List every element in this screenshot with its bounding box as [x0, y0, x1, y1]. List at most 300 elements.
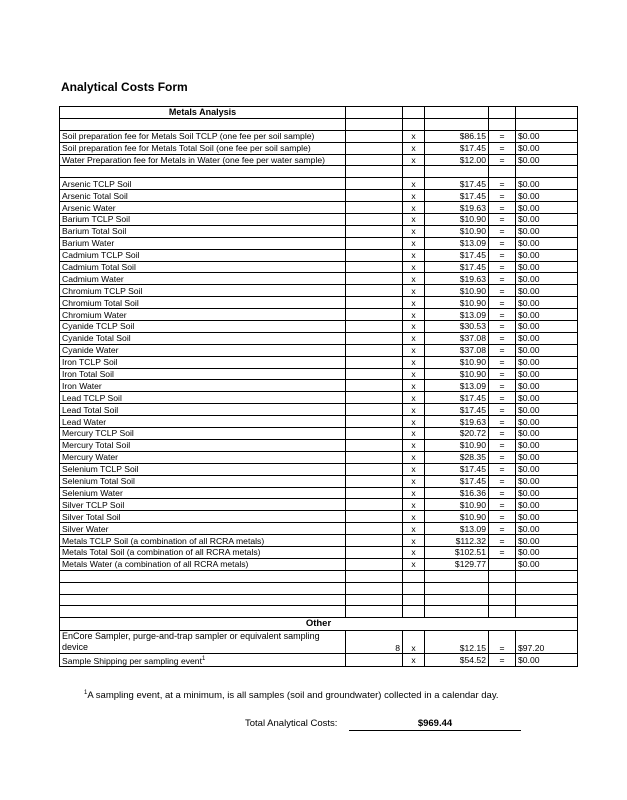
row-total [516, 321, 578, 333]
row-description [60, 404, 346, 416]
total-value: $969.44 [349, 718, 521, 731]
row-equals-sign-text: = [499, 511, 505, 522]
row-unit-price-text: $37.08 [459, 333, 486, 344]
row-quantity [346, 546, 403, 558]
row-description-text: Cyanide Water [62, 345, 119, 356]
row-equals-sign-text: = [499, 309, 505, 320]
row-description-text: Sample Shipping per sampling event [62, 656, 202, 667]
row-unit-price-text: $13.09 [459, 380, 486, 391]
row-description [60, 523, 346, 535]
row-equals-sign [489, 654, 516, 667]
metal-row [60, 404, 578, 416]
row-total-text: $0.00 [518, 416, 540, 427]
row-description [60, 535, 346, 547]
row-total [516, 439, 578, 451]
row-total-text: $0.00 [518, 309, 540, 320]
row-unit-price-text: $10.90 [459, 499, 486, 510]
row-equals-sign-text: = [499, 345, 505, 356]
row-total-text: $0.00 [518, 333, 540, 344]
row-equals-sign-text: = [499, 655, 505, 666]
row-description-text: Barium Total Soil [62, 226, 127, 237]
table-body [60, 107, 578, 667]
row-description-text: Mercury Water [62, 452, 119, 463]
blank-row [60, 606, 578, 618]
row-unit-price [425, 214, 489, 226]
blank-cell [489, 166, 516, 178]
row-multiply-sign [403, 523, 425, 535]
row-description-text: Iron Total Soil [62, 369, 114, 380]
row-equals-sign-text: = [499, 464, 505, 475]
metals-header-row [60, 107, 578, 119]
row-description [60, 558, 346, 570]
row-unit-price-text: $13.09 [459, 309, 486, 320]
row-description [60, 416, 346, 428]
row-equals-sign [489, 475, 516, 487]
metal-row [60, 356, 578, 368]
row-multiply-sign-text: x [411, 559, 416, 570]
row-description-text: Arsenic Water [62, 202, 116, 213]
row-description [60, 190, 346, 202]
blank-cell [346, 606, 403, 618]
row-description [60, 142, 346, 154]
row-total [516, 249, 578, 261]
row-multiply-sign [403, 558, 425, 570]
row-description-text: Lead Total Soil [62, 404, 119, 415]
row-unit-price-text: $13.09 [459, 238, 486, 249]
row-quantity [346, 523, 403, 535]
row-equals-sign-text: = [499, 369, 505, 380]
other-header: Other [60, 618, 578, 631]
row-equals-sign-text: = [499, 321, 505, 332]
row-multiply-sign-text: x [411, 464, 416, 475]
row-unit-price [425, 535, 489, 547]
row-description-text: Cyanide TCLP Soil [62, 321, 135, 332]
blank-cell [425, 594, 489, 606]
row-multiply-sign [403, 214, 425, 226]
metal-row [60, 463, 578, 475]
row-quantity [346, 225, 403, 237]
other-row [60, 654, 578, 667]
row-unit-price [425, 142, 489, 154]
row-unit-price [425, 202, 489, 214]
blank-cell [516, 118, 578, 130]
row-unit-price [425, 416, 489, 428]
row-multiply-sign [403, 439, 425, 451]
row-description-text: Selenium Total Soil [62, 476, 135, 487]
row-total [516, 332, 578, 344]
row-total-text: $0.00 [518, 250, 540, 261]
row-quantity [346, 475, 403, 487]
row-multiply-sign-text: x [411, 190, 416, 201]
row-multiply-sign [403, 190, 425, 202]
row-equals-sign [489, 356, 516, 368]
blank-cell [489, 606, 516, 618]
row-total [516, 654, 578, 667]
row-total [516, 261, 578, 273]
blank-cell [60, 166, 346, 178]
row-equals-sign [489, 463, 516, 475]
metals-analysis-header: Metals Analysis [60, 107, 346, 119]
row-description [60, 368, 346, 380]
row-multiply-sign-text: x [411, 428, 416, 439]
row-equals-sign [489, 130, 516, 142]
row-description-text: EnCore Sampler, purge-and-trap sampler or equivalent sampling device [62, 631, 320, 653]
row-total-text: $97.20 [518, 643, 545, 654]
row-total [516, 451, 578, 463]
row-equals-sign-text: = [499, 380, 505, 391]
row-unit-price [425, 297, 489, 309]
metal-row [60, 487, 578, 499]
row-multiply-sign-text: x [411, 476, 416, 487]
row-unit-price-text: $10.90 [459, 285, 486, 296]
row-equals-sign-text: = [499, 440, 505, 451]
metal-row [60, 380, 578, 392]
row-quantity [346, 558, 403, 570]
row-multiply-sign [403, 368, 425, 380]
row-multiply-sign-text: x [411, 547, 416, 558]
row-description [60, 463, 346, 475]
row-equals-sign [489, 546, 516, 558]
blank-cell [346, 118, 403, 130]
row-unit-price-text: $16.36 [459, 487, 486, 498]
blank-cell [346, 570, 403, 582]
row-total [516, 356, 578, 368]
row-unit-price-text: $17.45 [459, 392, 486, 403]
row-equals-sign [489, 214, 516, 226]
analytical-costs-table [59, 106, 578, 667]
metal-row [60, 321, 578, 333]
row-quantity [346, 499, 403, 511]
row-equals-sign [489, 321, 516, 333]
row-equals-sign [489, 380, 516, 392]
row-description [60, 332, 346, 344]
row-equals-sign [489, 368, 516, 380]
row-total [516, 487, 578, 499]
blank-cell [425, 570, 489, 582]
row-multiply-sign [403, 463, 425, 475]
row-total-text: $0.00 [518, 273, 540, 284]
row-total [516, 404, 578, 416]
row-equals-sign-text: = [499, 273, 505, 284]
row-total [516, 237, 578, 249]
row-equals-sign-text: = [499, 297, 505, 308]
row-description-text: Cadmium TCLP Soil [62, 250, 140, 261]
row-total-text: $0.00 [518, 321, 540, 332]
row-equals-sign [489, 344, 516, 356]
row-total-text: $0.00 [518, 464, 540, 475]
row-multiply-sign [403, 225, 425, 237]
row-unit-price-text: $86.15 [459, 131, 486, 142]
row-quantity [346, 463, 403, 475]
row-multiply-sign-text: x [411, 178, 416, 189]
row-unit-price-text: $10.90 [459, 369, 486, 380]
row-multiply-sign [403, 475, 425, 487]
row-total-text: $0.00 [518, 285, 540, 296]
row-equals-sign-text: = [499, 238, 505, 249]
row-total-text: $0.00 [518, 345, 540, 356]
row-description-text: Metals Total Soil (a combination of all RCRA metals) [62, 547, 261, 558]
row-multiply-sign [403, 154, 425, 166]
row-unit-price-text: $10.90 [459, 214, 486, 225]
row-quantity [346, 190, 403, 202]
footnote [84, 690, 499, 701]
row-total-text: $0.00 [518, 655, 540, 666]
row-total-text: $0.00 [518, 238, 540, 249]
row-quantity [346, 261, 403, 273]
blank-cell [60, 594, 346, 606]
row-description-text: Iron TCLP Soil [62, 357, 118, 368]
row-total [516, 190, 578, 202]
metal-row [60, 214, 578, 226]
row-multiply-sign-text: x [411, 321, 416, 332]
row-total-text: $0.00 [518, 511, 540, 522]
row-multiply-sign-text: x [411, 404, 416, 415]
blank-cell [425, 118, 489, 130]
row-total [516, 499, 578, 511]
row-unit-price-text: $10.90 [459, 440, 486, 451]
row-description [60, 380, 346, 392]
row-quantity [346, 154, 403, 166]
row-unit-price-text: $19.63 [459, 202, 486, 213]
row-description-text: Arsenic Total Soil [62, 190, 128, 201]
row-total [516, 202, 578, 214]
row-total [516, 154, 578, 166]
row-equals-sign [489, 332, 516, 344]
row-total [516, 558, 578, 570]
row-unit-price-text: $19.63 [459, 416, 486, 427]
row-quantity [346, 654, 403, 667]
row-multiply-sign [403, 392, 425, 404]
row-multiply-sign [403, 142, 425, 154]
row-multiply-sign-text: x [411, 416, 416, 427]
row-multiply-sign [403, 631, 425, 654]
metal-row [60, 475, 578, 487]
blank-cell [489, 570, 516, 582]
metal-row [60, 249, 578, 261]
row-description [60, 297, 346, 309]
row-multiply-sign-text: x [411, 238, 416, 249]
row-quantity [346, 487, 403, 499]
metal-row [60, 285, 578, 297]
row-unit-price [425, 344, 489, 356]
row-quantity [346, 404, 403, 416]
row-multiply-sign-text: x [411, 511, 416, 522]
row-quantity [346, 214, 403, 226]
row-unit-price [425, 404, 489, 416]
footnote-text: A sampling event, at a minimum, is all samples (soil and groundwater) collected in a calendar day. [87, 690, 499, 702]
row-total-text: $0.00 [518, 143, 540, 154]
row-multiply-sign [403, 499, 425, 511]
row-multiply-sign [403, 297, 425, 309]
row-description-text: Cyanide Total Soil [62, 333, 131, 344]
row-description [60, 202, 346, 214]
metal-row [60, 368, 578, 380]
row-unit-price-text: $17.45 [459, 262, 486, 273]
row-description [60, 654, 346, 667]
row-multiply-sign-text: x [411, 297, 416, 308]
row-quantity [346, 309, 403, 321]
row-description [60, 237, 346, 249]
row-total-text: $0.00 [518, 392, 540, 403]
row-quantity [346, 142, 403, 154]
blank-cell [346, 166, 403, 178]
row-multiply-sign-text: x [411, 309, 416, 320]
row-equals-sign-text: = [499, 143, 505, 154]
row-description [60, 487, 346, 499]
row-description-text: Chromium TCLP Soil [62, 285, 143, 296]
row-multiply-sign-text: x [411, 143, 416, 154]
row-equals-sign [489, 190, 516, 202]
metal-row [60, 535, 578, 547]
row-description [60, 356, 346, 368]
row-multiply-sign [403, 285, 425, 297]
metal-row [60, 297, 578, 309]
row-unit-price [425, 332, 489, 344]
row-equals-sign-text: = [499, 535, 505, 546]
row-description [60, 214, 346, 226]
row-total-text: $0.00 [518, 178, 540, 189]
metal-row [60, 202, 578, 214]
row-multiply-sign-text: x [411, 202, 416, 213]
row-multiply-sign [403, 356, 425, 368]
row-quantity [346, 451, 403, 463]
row-unit-price [425, 558, 489, 570]
row-equals-sign [489, 273, 516, 285]
row-quantity [346, 285, 403, 297]
row-unit-price [425, 631, 489, 654]
row-total-text: $0.00 [518, 487, 540, 498]
row-multiply-sign [403, 321, 425, 333]
blank-row [60, 118, 578, 130]
row-quantity [346, 249, 403, 261]
row-description-text: Mercury Total Soil [62, 440, 131, 451]
blank-cell [425, 166, 489, 178]
row-description-text: Silver Total Soil [62, 511, 121, 522]
row-multiply-sign-text: x [411, 226, 416, 237]
row-multiply-sign-text: x [411, 440, 416, 451]
row-unit-price [425, 321, 489, 333]
row-description [60, 285, 346, 297]
row-quantity [346, 321, 403, 333]
row-multiply-sign-text: x [411, 214, 416, 225]
blank-cell [346, 594, 403, 606]
row-unit-price-text: $19.63 [459, 273, 486, 284]
row-total [516, 416, 578, 428]
row-description-text: Barium Water [62, 238, 115, 249]
row-unit-price-text: $20.72 [459, 428, 486, 439]
blank-cell [516, 570, 578, 582]
row-multiply-sign-text: x [411, 333, 416, 344]
row-equals-sign-text: = [499, 547, 505, 558]
row-description [60, 321, 346, 333]
row-multiply-sign-text: x [411, 655, 416, 666]
row-total [516, 297, 578, 309]
row-equals-sign-text: = [499, 392, 505, 403]
metal-row [60, 439, 578, 451]
row-multiply-sign [403, 237, 425, 249]
row-description-text: Cadmium Total Soil [62, 262, 136, 273]
row-quantity [346, 439, 403, 451]
row-unit-price-text: $28.35 [459, 452, 486, 463]
blank-cell [403, 606, 425, 618]
row-multiply-sign [403, 428, 425, 440]
row-total-text: $0.00 [518, 214, 540, 225]
metal-row [60, 428, 578, 440]
blank-row [60, 582, 578, 594]
row-quantity [346, 273, 403, 285]
row-equals-sign-text: = [499, 357, 505, 368]
row-description [60, 130, 346, 142]
row-equals-sign [489, 285, 516, 297]
row-unit-price-text: $12.00 [459, 155, 486, 165]
row-unit-price-text: $17.45 [459, 250, 486, 261]
row-equals-sign [489, 225, 516, 237]
row-equals-sign-text: = [499, 190, 505, 201]
row-description [60, 546, 346, 558]
blank-cell [516, 582, 578, 594]
row-unit-price [425, 249, 489, 261]
row-description-text: Cadmium Water [62, 273, 124, 284]
row-description [60, 273, 346, 285]
row-unit-price [425, 523, 489, 535]
row-equals-sign [489, 309, 516, 321]
row-total-text: $0.00 [518, 523, 540, 534]
row-total-text: $0.00 [518, 369, 540, 380]
row-unit-price-text: $129.77 [454, 559, 486, 570]
row-unit-price [425, 511, 489, 523]
row-equals-sign [489, 416, 516, 428]
row-equals-sign [489, 558, 516, 570]
row-unit-price [425, 356, 489, 368]
metal-row [60, 499, 578, 511]
row-unit-price-text: $17.45 [459, 476, 486, 487]
row-total [516, 428, 578, 440]
row-quantity [346, 297, 403, 309]
row-total [516, 511, 578, 523]
row-multiply-sign-text: x [411, 285, 416, 296]
row-multiply-sign [403, 487, 425, 499]
row-description-text: Chromium Total Soil [62, 297, 139, 308]
metal-row [60, 178, 578, 190]
metal-row [60, 309, 578, 321]
row-multiply-sign-text: x [411, 452, 416, 463]
row-multiply-sign [403, 309, 425, 321]
blank-row [60, 166, 578, 178]
row-description-text: Arsenic TCLP Soil [62, 178, 132, 189]
row-unit-price [425, 428, 489, 440]
row-total [516, 344, 578, 356]
row-equals-sign [489, 392, 516, 404]
row-quantity-text: 8 [395, 643, 400, 654]
row-equals-sign-text: = [499, 226, 505, 237]
page-title: Analytical Costs Form [61, 80, 188, 94]
row-total [516, 225, 578, 237]
metal-row [60, 225, 578, 237]
row-total-text: $0.00 [518, 380, 540, 391]
row-total [516, 392, 578, 404]
row-total-text: $0.00 [518, 297, 540, 308]
row-multiply-sign-text: x [411, 487, 416, 498]
row-multiply-sign-text: x [411, 369, 416, 380]
row-multiply-sign-text: x [411, 155, 416, 165]
row-description [60, 511, 346, 523]
row-description-text: Chromium Water [62, 309, 127, 320]
row-total-text: $0.00 [518, 535, 540, 546]
row-description-text: Lead TCLP Soil [62, 392, 122, 403]
blank-cell [425, 606, 489, 618]
row-total-text: $0.00 [518, 190, 540, 201]
row-equals-sign [489, 142, 516, 154]
